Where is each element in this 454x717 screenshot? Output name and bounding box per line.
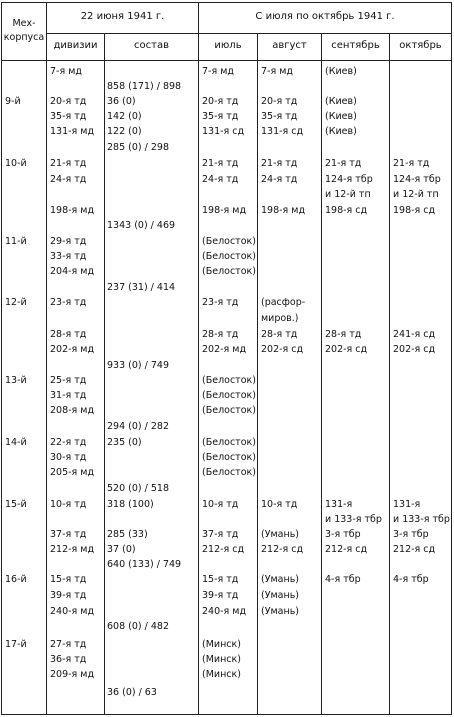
- cell-october: 241-я сд: [393, 329, 436, 340]
- cell-july: (Белосток): [202, 375, 256, 386]
- cell-july: (Белосток): [202, 251, 256, 262]
- cell-september: 202-я сд: [325, 344, 368, 355]
- cell-july: (Минск): [202, 639, 241, 650]
- cell-composition: 1343 (0) / 469: [107, 220, 176, 231]
- cell-corps: 12-й: [5, 297, 27, 308]
- cell-composition: 640 (133) / 749: [107, 559, 182, 570]
- header-composition: состав: [134, 40, 169, 51]
- cell-august: 20-я тд: [261, 96, 298, 107]
- header-august: август: [272, 40, 307, 51]
- cell-august: (Умань): [261, 590, 299, 601]
- cell-division: 205-я мд: [50, 467, 95, 478]
- header-july: июль: [214, 40, 242, 51]
- cell-september: 124-я тбр: [325, 174, 373, 185]
- cell-october: и 12-й тп: [393, 189, 439, 200]
- cell-division: 36-я тд: [50, 654, 87, 665]
- cell-august: 28-я тд: [261, 329, 298, 340]
- cell-july: 20-я тд: [202, 96, 239, 107]
- cell-july: (Белосток): [202, 390, 256, 401]
- cell-corps: 14-й: [5, 437, 27, 448]
- cell-august: 212-я сд: [261, 544, 304, 555]
- cell-july: 21-я тд: [202, 158, 239, 169]
- cell-july: 212-я сд: [202, 544, 245, 555]
- cell-division: 33-я тд: [50, 251, 87, 262]
- cell-august: 10-я тд: [261, 499, 298, 510]
- cell-august: (Умань): [261, 574, 299, 585]
- cell-july: 37-я тд: [202, 529, 239, 540]
- cell-july: 15-я тд: [202, 574, 239, 585]
- cell-october: 3-я тбр: [393, 529, 429, 540]
- cell-july: (Белосток): [202, 437, 256, 448]
- col-divider: [321, 33, 322, 715]
- cell-composition: 294 (0) / 282: [107, 421, 169, 432]
- cell-july: 198-я мд: [202, 205, 247, 216]
- cell-august: 21-я тд: [261, 158, 298, 169]
- cell-august: 35-я тд: [261, 111, 298, 122]
- cell-september: (Киев): [325, 96, 357, 107]
- cell-september: (Киев): [325, 126, 357, 137]
- col-divider: [257, 33, 258, 715]
- cell-october: 202-я сд: [393, 344, 436, 355]
- cell-october: 124-я тбр: [393, 174, 441, 185]
- col-divider: [46, 2, 47, 715]
- cell-august: миров.): [261, 313, 299, 324]
- header-date-july-oct: С июля по октябрь 1941 г.: [255, 11, 395, 22]
- cell-composition: 235 (0): [107, 437, 142, 448]
- cell-september: и 133-я тбр: [325, 514, 382, 525]
- cell-division: 30-я тд: [50, 452, 87, 463]
- cell-corps: 17-й: [5, 639, 27, 650]
- header-divider: [46, 33, 452, 34]
- cell-august: 24-я тд: [261, 174, 298, 185]
- header-date-june: 22 июня 1941 г.: [80, 11, 165, 22]
- cell-corps: 13-й: [5, 375, 27, 386]
- cell-division: 212-я мд: [50, 544, 95, 555]
- cell-august: 7-я мд: [261, 66, 293, 77]
- cell-division: 39-я тд: [50, 590, 87, 601]
- cell-october: 198-я сд: [393, 205, 436, 216]
- cell-division: 202-я мд: [50, 344, 95, 355]
- cell-division: 20-я тд: [50, 96, 87, 107]
- cell-division: 208-я мд: [50, 405, 95, 416]
- cell-division: 22-я тд: [50, 437, 87, 448]
- cell-division: 209-я мд: [50, 669, 95, 680]
- cell-october: 131-я: [393, 499, 421, 510]
- col-divider: [198, 2, 199, 715]
- cell-composition: 36 (0): [107, 96, 136, 107]
- cell-composition: 608 (0) / 482: [107, 621, 169, 632]
- cell-division: 204-я мд: [50, 266, 95, 277]
- cell-july: 7-я мд: [202, 66, 234, 77]
- cell-october: 212-я сд: [393, 544, 436, 555]
- col-divider: [389, 33, 390, 715]
- cell-composition: 122 (0): [107, 126, 142, 137]
- cell-august: 131-я сд: [261, 126, 304, 137]
- cell-september: 198-я сд: [325, 205, 368, 216]
- cell-september: и 12-й тп: [325, 189, 371, 200]
- cell-july: 24-я тд: [202, 174, 239, 185]
- cell-july: 202-я мд: [202, 344, 247, 355]
- cell-july: (Белосток): [202, 452, 256, 463]
- header-september: сентябрь: [331, 40, 380, 51]
- cell-division: 35-я тд: [50, 111, 87, 122]
- cell-august: (Умань): [261, 529, 299, 540]
- cell-corps: 9-й: [5, 96, 21, 107]
- cell-composition: 36 (0) / 63: [107, 687, 157, 698]
- cell-august: (расфор-: [261, 297, 306, 308]
- cell-corps: 15-й: [5, 499, 27, 510]
- cell-october: 4-я тбр: [393, 574, 429, 585]
- cell-division: 10-я тд: [50, 499, 87, 510]
- cell-composition: 858 (171) / 898: [107, 81, 182, 92]
- cell-division: 28-я тд: [50, 329, 87, 340]
- cell-september: (Киев): [325, 66, 357, 77]
- cell-july: (Белосток): [202, 236, 256, 247]
- cell-division: 31-я тд: [50, 390, 87, 401]
- cell-july: (Минск): [202, 654, 241, 665]
- cell-corps: 10-й: [5, 158, 27, 169]
- table-border-left: [1, 2, 2, 715]
- cell-july: (Белосток): [202, 467, 256, 478]
- cell-division: 23-я тд: [50, 297, 87, 308]
- cell-august: 202-я сд: [261, 344, 304, 355]
- cell-corps: 11-й: [5, 236, 27, 247]
- cell-division: 24-я тд: [50, 174, 87, 185]
- header-october: октябрь: [399, 40, 442, 51]
- cell-september: 28-я тд: [325, 329, 362, 340]
- table-border-bottom: [1, 714, 452, 715]
- table-border-right: [451, 2, 452, 715]
- cell-september: 21-я тд: [325, 158, 362, 169]
- cell-corps: 16-й: [5, 574, 27, 585]
- cell-july: 131-я сд: [202, 126, 245, 137]
- cell-july: 10-я тд: [202, 499, 239, 510]
- cell-august: 198-я мд: [261, 205, 306, 216]
- cell-september: (Киев): [325, 111, 357, 122]
- cell-july: 240-я мд: [202, 606, 247, 617]
- cell-composition: 37 (0): [107, 544, 136, 555]
- cell-october: 21-я тд: [393, 158, 430, 169]
- cell-division: 29-я тд: [50, 236, 87, 247]
- cell-july: 28-я тд: [202, 329, 239, 340]
- cell-composition: 285 (33): [107, 529, 148, 540]
- cell-july: 35-я тд: [202, 111, 239, 122]
- cell-division: 25-я тд: [50, 375, 87, 386]
- cell-september: 212-я сд: [325, 544, 368, 555]
- cell-composition: 237 (31) / 414: [107, 282, 176, 293]
- cell-division: 21-я тд: [50, 158, 87, 169]
- col-divider: [104, 33, 105, 715]
- cell-september: 3-я тбр: [325, 529, 361, 540]
- cell-division: 15-я тд: [50, 574, 87, 585]
- cell-july: 23-я тд: [202, 297, 239, 308]
- cell-september: 4-я тбр: [325, 574, 361, 585]
- header-bottom-line: [1, 60, 452, 61]
- cell-composition: 142 (0): [107, 111, 142, 122]
- header-divisions: дивизии: [53, 40, 98, 51]
- cell-division: 7-я мд: [50, 66, 82, 77]
- cell-division: 27-я тд: [50, 639, 87, 650]
- header-corps: Мех- корпуса: [3, 18, 45, 43]
- cell-composition: 520 (0) / 518: [107, 483, 169, 494]
- cell-composition: 318 (100): [107, 499, 154, 510]
- cell-july: 39-я тд: [202, 590, 239, 601]
- cell-october: и 133-я тбр: [393, 514, 450, 525]
- cell-division: 240-я мд: [50, 606, 95, 617]
- cell-august: (Умань): [261, 606, 299, 617]
- cell-july: (Белосток): [202, 405, 256, 416]
- cell-division: 131-я мд: [50, 126, 95, 137]
- cell-composition: 285 (0) / 298: [107, 142, 169, 153]
- cell-july: (Белосток): [202, 266, 256, 277]
- cell-july: (Минск): [202, 669, 241, 680]
- table-border-top: [1, 2, 452, 3]
- cell-division: 37-я тд: [50, 529, 87, 540]
- cell-division: 198-я мд: [50, 205, 95, 216]
- cell-september: 131-я: [325, 499, 353, 510]
- cell-composition: 933 (0) / 749: [107, 360, 169, 371]
